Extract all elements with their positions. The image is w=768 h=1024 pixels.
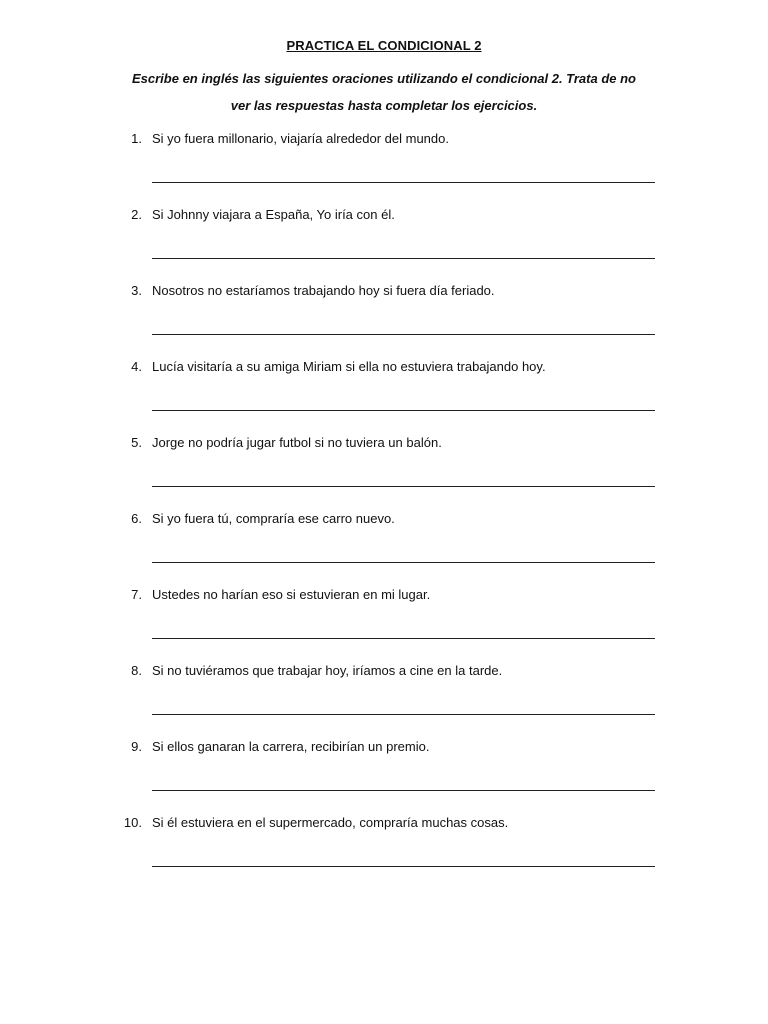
exercise-number: 1. xyxy=(131,131,142,146)
answer-line xyxy=(152,486,655,487)
answer-line xyxy=(152,182,655,183)
answer-line xyxy=(152,334,655,335)
answer-line xyxy=(152,258,655,259)
answer-line xyxy=(152,410,655,411)
exercise-number: 10. xyxy=(123,815,142,830)
exercise-item xyxy=(0,359,768,435)
exercise-item xyxy=(0,587,768,663)
exercise-sentence: Si no tuviéramos que trabajar hoy, iríamos a cine en la tarde. xyxy=(152,663,503,678)
exercise-item xyxy=(0,131,768,207)
exercise-sentence: Si ellos ganaran la carrera, recibirían un premio. xyxy=(152,739,430,754)
answer-line xyxy=(152,562,655,563)
exercise-item xyxy=(0,435,768,511)
exercise-number: 7. xyxy=(131,587,142,602)
worksheet-instructions: Escribe en inglés las siguientes oraciones utilizando el condicional 2. Trata de no ver las respuestas hasta completar los ejercicios. xyxy=(131,71,636,113)
exercise-number: 8. xyxy=(131,663,142,678)
exercise-item xyxy=(0,511,768,587)
exercise-sentence: Jorge no podría jugar futbol si no tuviera un balón. xyxy=(152,435,442,450)
exercise-sentence: Ustedes no harían eso si estuvieran en mi lugar. xyxy=(152,587,431,602)
worksheet-title: PRACTICA EL CONDICIONAL 2 xyxy=(286,38,482,53)
exercise-item xyxy=(0,739,768,815)
exercise-item xyxy=(0,815,768,891)
exercise-number: 9. xyxy=(131,739,142,754)
exercise-item xyxy=(0,207,768,283)
exercise-number: 6. xyxy=(131,511,142,526)
answer-line xyxy=(152,866,655,867)
exercise-item xyxy=(0,663,768,739)
answer-line xyxy=(152,638,655,639)
exercise-item xyxy=(0,283,768,359)
exercise-sentence: Si yo fuera millonario, viajaría alrededor del mundo. xyxy=(152,131,449,146)
exercise-sentence: Si él estuviera en el supermercado, compraría muchas cosas. xyxy=(152,815,509,830)
exercise-sentence: Nosotros no estaríamos trabajando hoy si fuera día feriado. xyxy=(152,283,495,298)
exercise-list xyxy=(0,131,768,891)
exercise-sentence: Si Johnny viajara a España, Yo iría con él. xyxy=(152,207,395,222)
answer-line xyxy=(152,714,655,715)
exercise-number: 5. xyxy=(131,435,142,450)
exercise-sentence: Si yo fuera tú, compraría ese carro nuevo. xyxy=(152,511,395,526)
exercise-number: 4. xyxy=(131,359,142,374)
exercise-number: 2. xyxy=(131,207,142,222)
exercise-number: 3. xyxy=(131,283,142,298)
answer-line xyxy=(152,790,655,791)
exercise-sentence: Lucía visitaría a su amiga Miriam si ella no estuviera trabajando hoy. xyxy=(152,359,546,374)
